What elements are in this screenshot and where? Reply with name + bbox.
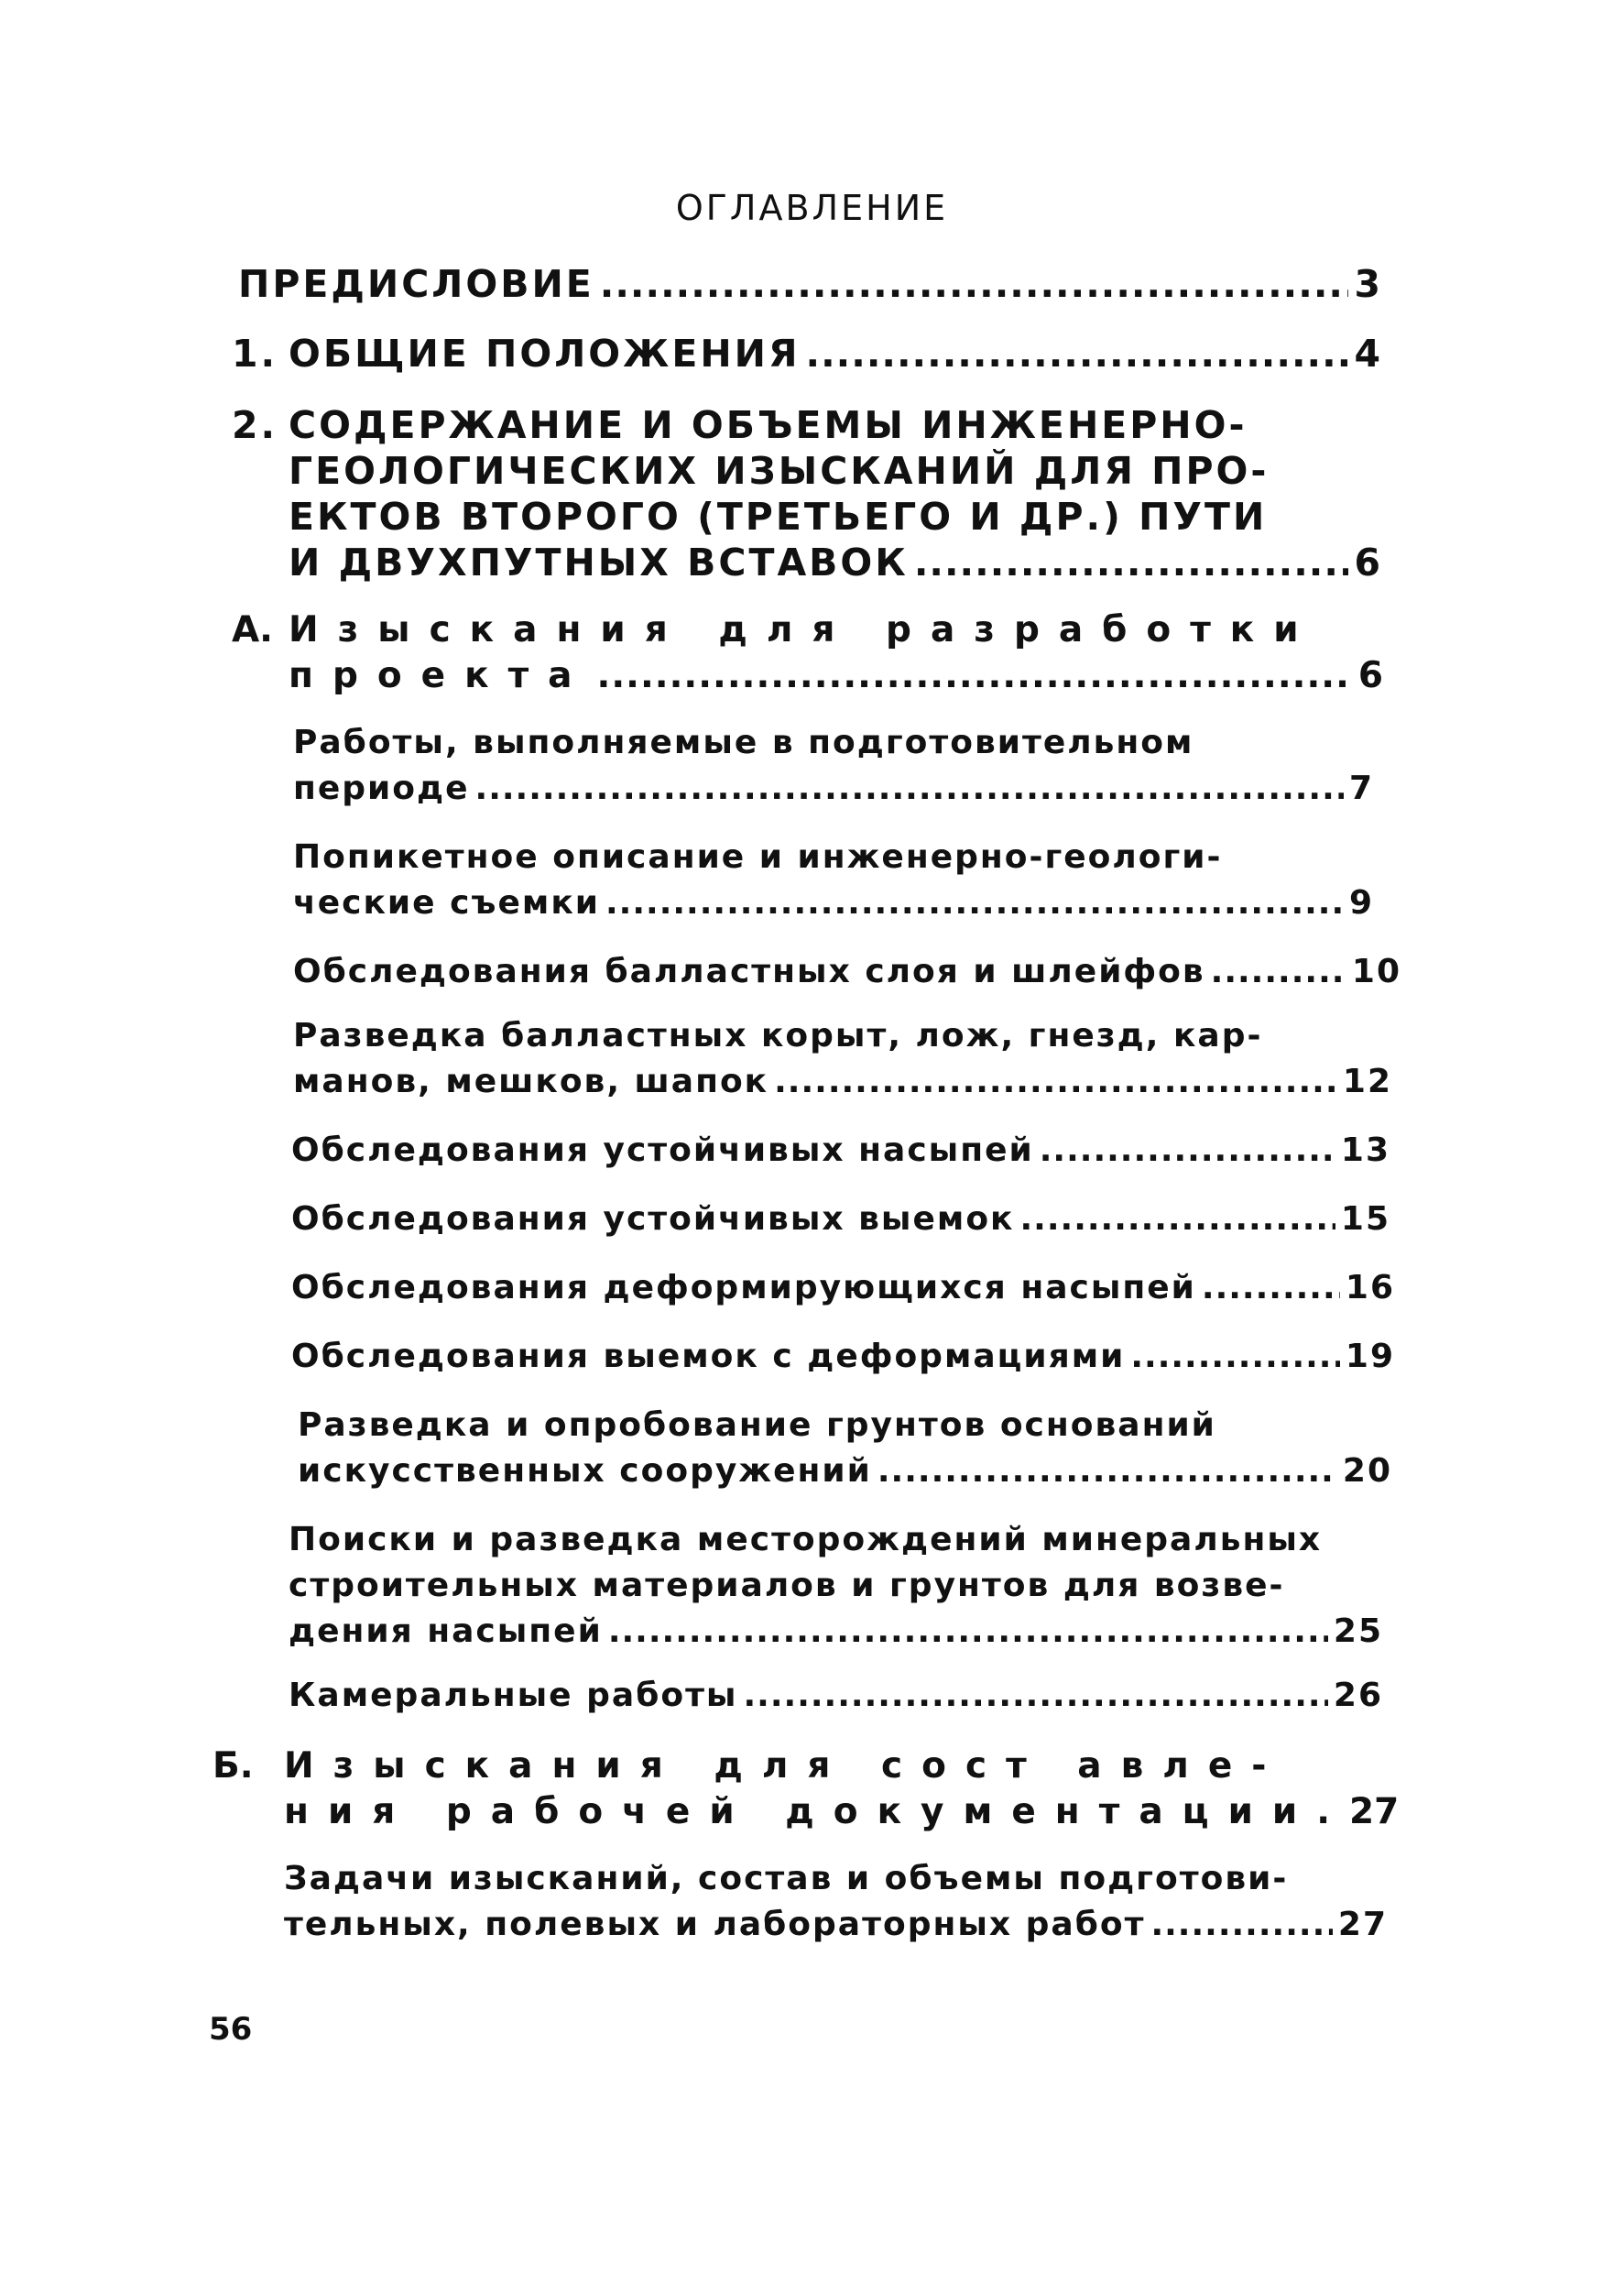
toc-section-b (213, 1745, 1400, 1837)
toc-page-number: 20 (1342, 1452, 1392, 1490)
toc-subentry-tasks (284, 1860, 1388, 1951)
toc-entry-text: ОБЩИЕ ПОЛОЖЕНИЯ (289, 332, 801, 376)
toc-entry-line (291, 1200, 1390, 1246)
toc-page-number: 27 (1337, 1906, 1388, 1943)
leader-dots (1211, 953, 1346, 990)
toc-entry-text: Камеральные работы (289, 1677, 738, 1714)
toc-entry-line (284, 1791, 1400, 1837)
toc-entry-text: Обследования деформирующихся насыпей (291, 1269, 1196, 1306)
toc-subentry-foundations (298, 1406, 1392, 1498)
toc-entry-line (291, 1269, 1395, 1315)
leader-dots (774, 1063, 1337, 1100)
toc-entry-text: Поиски и разведка месторождений минеральных (289, 1521, 1323, 1558)
toc-entry-line (289, 449, 1383, 495)
toc-page-number: 7 (1348, 770, 1374, 807)
toc-entry-line (284, 1860, 1388, 1906)
toc-subentry-ballast (293, 953, 1401, 999)
leader-dots (1040, 1131, 1335, 1169)
toc-entry-line (289, 609, 1383, 655)
toc-entry-line (289, 1677, 1383, 1722)
leader-dots (475, 770, 1344, 807)
toc-entry-text: проекта (289, 655, 592, 696)
toc-entry-line (289, 1567, 1383, 1612)
toc-subentry-deposits (289, 1521, 1383, 1658)
toc-entry-preface (238, 262, 1383, 308)
toc-subentry-preparatory (293, 724, 1374, 815)
toc-page-number: 27 (1349, 1791, 1400, 1832)
toc-entry-line (293, 724, 1374, 770)
toc-entry-line (298, 1406, 1392, 1452)
toc-entry-line (293, 838, 1374, 884)
toc-entry-line (293, 884, 1374, 930)
leader-dots (1130, 1338, 1340, 1375)
page-number: 56 (209, 2011, 253, 2048)
toc-entry-label: А. (232, 609, 273, 650)
toc-subentry-troughs (293, 1017, 1392, 1109)
leader-dots (806, 332, 1349, 376)
toc-entry-text: ния рабочей документации. (284, 1791, 1350, 1832)
toc-page-number: 3 (1354, 262, 1383, 306)
toc-subentry-deformed-cuts (291, 1338, 1395, 1383)
leader-dots (605, 884, 1344, 922)
toc-page-number: 26 (1333, 1677, 1383, 1714)
toc-page-number: 6 (1357, 655, 1383, 696)
toc-entry-text: тельных, полевых и лабораторных работ (284, 1906, 1146, 1943)
toc-section-a (232, 609, 1383, 701)
toc-entry-text: Задачи изысканий, состав и объемы подготови- (284, 1860, 1289, 1897)
toc-entry-line (284, 1906, 1388, 1951)
toc-entry-line (289, 655, 1383, 701)
toc-page-number: 6 (1354, 541, 1383, 585)
toc-entry-line (293, 953, 1401, 999)
toc-title: ОГЛАВЛЕНИЕ (675, 188, 949, 228)
toc-entry-text: манов, мешков, шапок (293, 1063, 769, 1100)
toc-entry-text: строительных материалов и грунтов для возве- (289, 1567, 1285, 1604)
toc-page-number: 13 (1340, 1131, 1390, 1169)
toc-subentry-deforming-embankments (291, 1269, 1395, 1315)
toc-entry-text: дения насыпей (289, 1612, 603, 1650)
toc-page-number: 15 (1340, 1200, 1390, 1238)
toc-entry-text: ПРЕДИСЛОВИЕ (238, 262, 594, 306)
toc-entry-text: Обследования балластных слоя и шлейфов (293, 953, 1205, 990)
toc-entry-line (291, 1131, 1390, 1177)
toc-entry-text: искусственных сооружений (298, 1452, 872, 1490)
toc-entry-line (291, 1338, 1395, 1383)
toc-entry-text: ческие съемки (293, 884, 600, 922)
toc-subentry-stable-embankments (291, 1131, 1390, 1177)
toc-entry-text: СОДЕРЖАНИЕ И ОБЪЕМЫ ИНЖЕНЕРНО- (289, 403, 1248, 447)
toc-entry-line (289, 1612, 1383, 1658)
toc-page-number: 10 (1351, 953, 1401, 990)
toc-subentry-office-work (289, 1677, 1383, 1722)
toc-page-number: 25 (1333, 1612, 1383, 1650)
toc-entry-line (293, 770, 1374, 815)
toc-entry-line (284, 1745, 1388, 1791)
toc-entry-text: Обследования устойчивых выемок (291, 1200, 1015, 1238)
toc-entry-line (298, 1452, 1392, 1498)
toc-subentry-stable-cuts (291, 1200, 1390, 1246)
leader-dots (1020, 1200, 1335, 1238)
toc-entry-general (232, 332, 1383, 377)
toc-entry-text: Обследования выемок с деформациями (291, 1338, 1126, 1375)
toc-entry-text: Изыскания для сост авле- (284, 1745, 1286, 1787)
toc-page-number: 4 (1354, 332, 1383, 376)
leader-dots (743, 1677, 1327, 1714)
leader-dots (1150, 1906, 1332, 1943)
toc-entry-line (289, 403, 1383, 449)
toc-entry-label: 1. (232, 332, 278, 376)
toc-page-number: 9 (1348, 884, 1374, 922)
toc-entry-text: Разведка и опробование грунтов оснований (298, 1406, 1216, 1444)
toc-entry-text: Попикетное описание и инженерно-геологи- (293, 838, 1223, 876)
leader-dots (1202, 1269, 1340, 1306)
leader-dots (597, 655, 1353, 696)
leader-dots (877, 1452, 1337, 1490)
toc-page-number: 12 (1342, 1063, 1392, 1100)
toc-page-number: 19 (1345, 1338, 1395, 1375)
toc-entry-text: Работы, выполняемые в подготовительном (293, 724, 1194, 761)
toc-entry-label: 2. (232, 403, 278, 447)
toc-entry-line (293, 1017, 1392, 1063)
toc-entry-line (293, 1063, 1392, 1109)
leader-dots (914, 541, 1349, 585)
toc-entry-line (289, 495, 1383, 541)
toc-entry-text: И ДВУХПУТНЫХ ВСТАВОК (289, 541, 909, 585)
toc-subentry-picket (293, 838, 1374, 930)
toc-entry-text: Разведка балластных корыт, лож, гнезд, кар- (293, 1017, 1263, 1055)
toc-entry-line (289, 332, 1383, 377)
toc-entry-line (238, 262, 1383, 308)
toc-entry-text: Обследования устойчивых насыпей (291, 1131, 1034, 1169)
toc-entry-label: Б. (213, 1745, 254, 1787)
toc-entry-text: ГЕОЛОГИЧЕСКИХ ИЗЫСКАНИЙ ДЛЯ ПРО- (289, 449, 1270, 493)
leader-dots (608, 1612, 1328, 1650)
toc-entry-line (289, 541, 1383, 586)
toc-entry-text: ЕКТОВ ВТОРОГО (ТРЕТЬЕГО И ДР.) ПУТИ (289, 495, 1268, 539)
leader-dots (600, 262, 1349, 306)
toc-entry-content (232, 403, 1383, 586)
toc-page-number: 16 (1345, 1269, 1395, 1306)
toc-entry-line (289, 1521, 1383, 1567)
toc-entry-text: периоде (293, 770, 470, 807)
toc-entry-text: Изыскания для разработки (289, 609, 1318, 650)
